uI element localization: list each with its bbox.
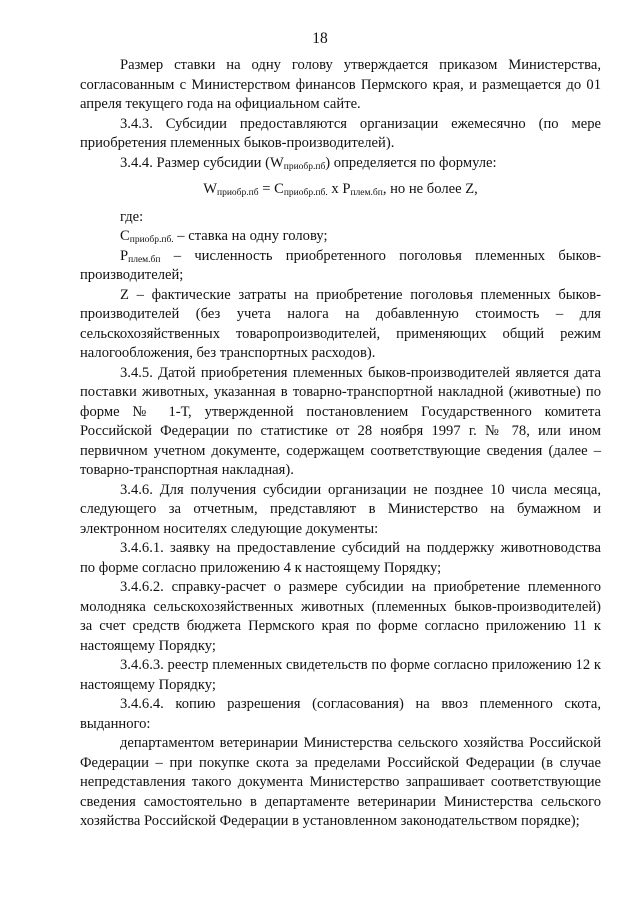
formula-eq: = C bbox=[258, 181, 284, 197]
p344-sub: приобр.пб bbox=[283, 161, 326, 172]
formula-c-sub: приобр.пб. bbox=[283, 188, 328, 198]
paragraph-3-4-6-3: 3.4.6.3. реестр племенных свидетельств по форме согласно приложению 12 к настоящему Порядку; bbox=[80, 657, 601, 693]
subsidy-formula bbox=[80, 180, 601, 200]
paragraph-3-4-3: 3.4.3. Субсидии предоставляются организации ежемесячно (по мере приобретения племенных быков-производителей). bbox=[80, 115, 601, 151]
formula-tail: , но не более Z, bbox=[382, 181, 478, 197]
def-p-text: – численность приобретенного поголовья племенных быков-производителей; bbox=[80, 247, 601, 283]
def-c-sub: приобр.пб. bbox=[129, 235, 174, 245]
def-p-sub: плем.бп bbox=[128, 254, 161, 265]
paragraph-3-4-6-4: 3.4.6.4. копию разрешения (согласования) на ввоз племенного скота, выданного: bbox=[80, 696, 601, 732]
paragraph-rate-approval: Размер ставки на одну голову утверждается приказом Министерства, согласованным с Министерством финансов Пермского края, и размещается до 01 апреля текущего года на официальном сайте. bbox=[80, 57, 601, 112]
where-label: где: bbox=[120, 208, 144, 225]
paragraph-3-4-4 bbox=[80, 154, 601, 174]
formula-w-sub: приобр.пб bbox=[217, 188, 259, 198]
definition-c bbox=[80, 227, 601, 247]
paragraph-3-4-6: 3.4.6. Для получения субсидии организации не позднее 10 числа месяца, следующего за отчетным, представляют в Министерство на бумажном и электронном носителях следующие документы: bbox=[80, 481, 601, 537]
def-c-text: – ставка на одну голову; bbox=[173, 228, 328, 244]
formula-w: W bbox=[203, 181, 217, 197]
p344-after: ) определяется по формуле: bbox=[325, 154, 497, 171]
paragraph-3-4-5: 3.4.5. Датой приобретения племенных быков-производителей является дата поставки животных, указанная в товарно-транспортной накладной (животные) по форме № 1-Т, утвержденной постановлением Государственного комитета Российской Федерации по статистике от 28 ноября 1997 г. № 78, или ином первичном учетном документе, содержащем соответствующие сведения (далее – товарно-транспортная накладная). bbox=[80, 364, 601, 478]
formula-x: x P bbox=[327, 181, 351, 197]
paragraph-veterinary-department: департаментом ветеринарии Министерства сельского хозяйства Российской Федерации – при покупке скота за пределами Российской Федерации (в случае непредставления такого документа Министерство запрашивает соответствующие сведения самостоятельно в департаменте ветеринарии Министерства сельского хозяйства Российской Федерации в установленном законодательством порядке); bbox=[80, 735, 601, 829]
definition-z: Z – фактические затраты на приобретение поголовья племенных быков-производителей (без учета налога на добавленную стоимость – для сельскохозяйственных товаропроизводителей, применяющих общий режим налогообложения, без транспортных расходов). bbox=[80, 286, 601, 361]
definition-p bbox=[80, 247, 601, 286]
document-body bbox=[80, 56, 601, 832]
p344-before: 3.4.4. Размер субсидии (W bbox=[120, 154, 284, 171]
def-p-symbol: P bbox=[120, 247, 129, 264]
def-c-symbol: C bbox=[120, 228, 130, 244]
paragraph-3-4-6-1: 3.4.6.1. заявку на предоставление субсидий на поддержку животноводства по форме согласно приложению 4 к настоящему Порядку; bbox=[80, 540, 601, 576]
paragraph-3-4-6-2: 3.4.6.2. справку-расчет о размере субсидии на приобретение племенного молодняка сельскохозяйственных животных (племенных быков-производителей) за счет средств бюджета Пермского края по форме согласно приложению 11 к настоящему Порядку; bbox=[80, 579, 601, 654]
formula-p-sub: плем.бп bbox=[350, 188, 383, 198]
page-number: 18 bbox=[312, 30, 328, 47]
